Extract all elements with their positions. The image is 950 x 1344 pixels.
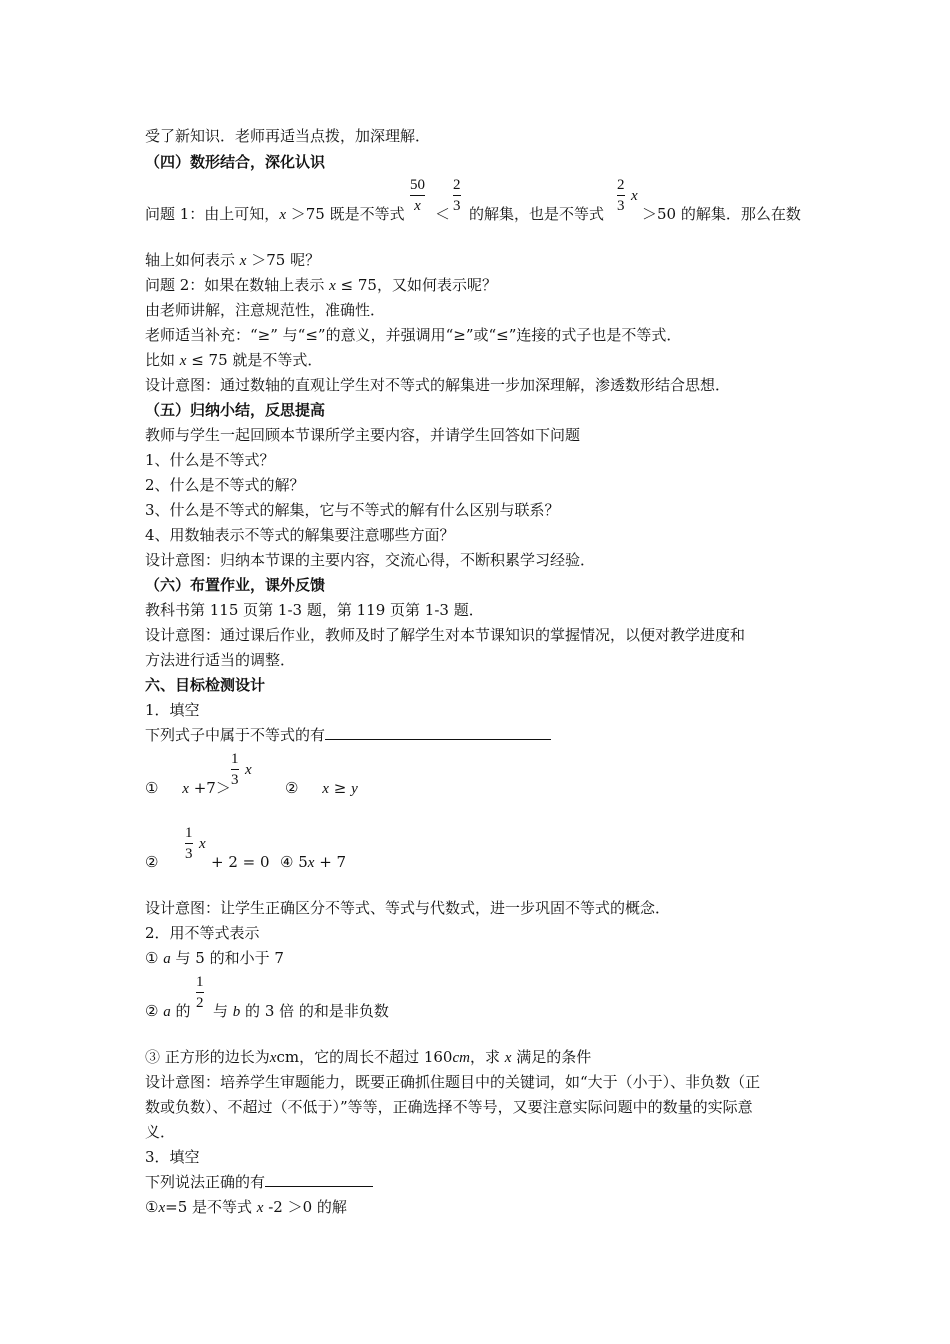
section-heading-5: （五）归纳小结，反思提高 bbox=[145, 401, 326, 419]
question-1-mid: 的解集，也是不等式 bbox=[469, 205, 605, 223]
paragraph: 2．用不等式表示 bbox=[145, 924, 260, 942]
question-1-line: 问题 1：由上可知，x ＞75 既是不等式 bbox=[145, 205, 405, 223]
question-1-end: ＞50 的解集．那么在数 bbox=[642, 205, 801, 223]
paragraph: 3．填空 bbox=[145, 1148, 200, 1166]
paragraph: 老师适当补充：“≥” 与“≤”的意义，并强调用“≥”或“≤”连接的式子也是不等式． bbox=[145, 326, 682, 344]
list-item-rest: 与 b 的 3 倍 的和是非负数 bbox=[213, 1002, 389, 1020]
paragraph: 义． bbox=[145, 1123, 176, 1141]
option-3-rest: + 2 = 0 bbox=[211, 853, 270, 871]
section-heading-6: （六）布置作业，课外反馈 bbox=[145, 576, 326, 594]
option-3: ② bbox=[145, 853, 159, 871]
fraction-1-over-3-x: 1 3 bbox=[231, 751, 239, 788]
design-intent: 设计意图：通过课后作业，教师及时了解学生对本节课知识的掌握情况，以便对教学进度和 bbox=[145, 626, 746, 644]
list-item: 2、什么是不等式的解？ bbox=[145, 476, 305, 494]
option-1: ① x +7＞ bbox=[145, 779, 231, 797]
fraction-variable-x: x bbox=[245, 762, 252, 778]
option-2: ② x ≥ y bbox=[285, 779, 358, 797]
paragraph: 数或负数）、不超过（不低于）”等等，正确选择不等号，又要注意实际问题中的数量的实际意 bbox=[145, 1098, 753, 1116]
design-intent: 设计意图：通过数轴的直观让学生对不等式的解集进一步加深理解，渗透数形结合思想． bbox=[145, 376, 731, 394]
answer-blank bbox=[325, 739, 551, 740]
fraction-2-over-3-x: 2 3 bbox=[617, 177, 625, 214]
less-than-sign: ＜ bbox=[435, 205, 451, 223]
fraction-50-over-x: 50 x bbox=[410, 177, 425, 214]
section-heading-4: （四）数形结合，深化认识 bbox=[145, 153, 326, 171]
fraction-variable-x: x bbox=[631, 188, 638, 204]
design-intent: 设计意图：培养学生审题能力，既要正确抓住题目中的关键词，如“大于（小于）、非负数（正 bbox=[145, 1073, 761, 1091]
paragraph: 教科书第 115 页第 1-3 题，第 119 页第 1-3 题． bbox=[145, 601, 484, 619]
paragraph: 1．填空 bbox=[145, 701, 200, 719]
fraction-1-over-3-x: 1 3 bbox=[185, 825, 193, 862]
design-intent: 设计意图：让学生正确区分不等式、等式与代数式，进一步巩固不等式的概念． bbox=[145, 899, 671, 917]
fraction-2-over-3: 2 3 bbox=[453, 177, 461, 214]
fill-blank-line: 下列式子中属于不等式的有 bbox=[145, 725, 551, 745]
list-item: ② a 的 bbox=[145, 1002, 191, 1020]
fill-blank-line: 下列说法正确的有 bbox=[145, 1172, 373, 1192]
list-item: 3、什么是不等式的解集，它与不等式的解有什么区别与联系？ bbox=[145, 501, 560, 519]
paragraph: 受了新知识．老师再适当点拨，加深理解． bbox=[145, 127, 431, 145]
list-item: ③ 正方形的边长为xcm，它的周长不超过 160cm，求 x 满足的条件 bbox=[145, 1048, 592, 1066]
design-intent: 设计意图：归纳本节课的主要内容，交流心得，不断积累学习经验． bbox=[145, 551, 596, 569]
fraction-1-over-2: 1 2 bbox=[196, 974, 204, 1011]
answer-blank bbox=[265, 1186, 373, 1187]
paragraph: 轴上如何表示 x ＞75 呢？ bbox=[145, 251, 321, 269]
question-2: 问题 2：如果在数轴上表示 x ≤ 75，又如何表示呢？ bbox=[145, 276, 497, 294]
paragraph: 由老师讲解，注意规范性，准确性． bbox=[145, 301, 386, 319]
section-heading-six: 六、目标检测设计 bbox=[145, 676, 266, 694]
list-item: 1、什么是不等式？ bbox=[145, 451, 275, 469]
list-item: ① a 与 5 的和小于 7 bbox=[145, 949, 284, 967]
paragraph: 方法进行适当的调整． bbox=[145, 651, 296, 669]
fraction-variable-x: x bbox=[199, 836, 206, 852]
paragraph: 比如 x ≤ 75 就是不等式． bbox=[145, 351, 323, 369]
list-item: ①x=5 是不等式 x -2 ＞0 的解 bbox=[145, 1198, 347, 1216]
option-4: ④ 5x + 7 bbox=[280, 853, 347, 871]
list-item: 4、用数轴表示不等式的解集要注意哪些方面？ bbox=[145, 526, 455, 544]
paragraph: 教师与学生一起回顾本节课所学主要内容，并请学生回答如下问题 bbox=[145, 426, 581, 444]
